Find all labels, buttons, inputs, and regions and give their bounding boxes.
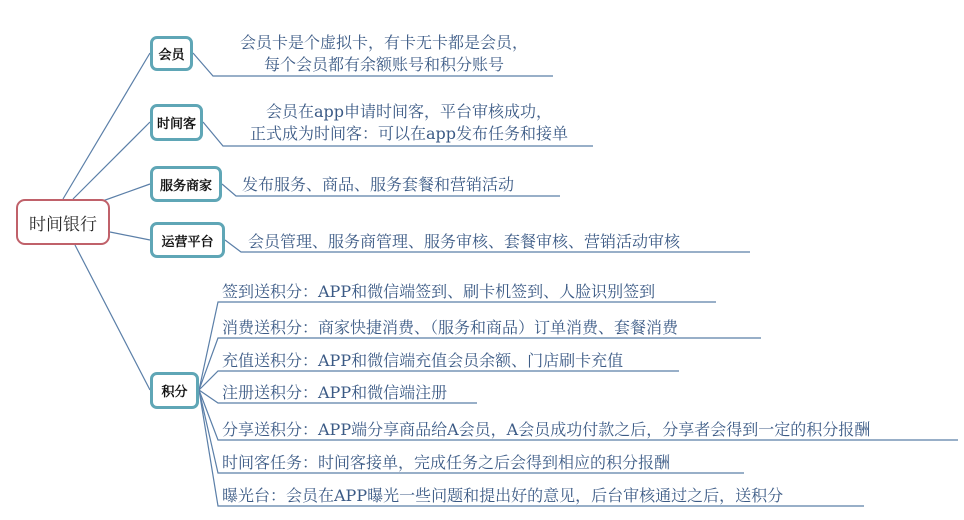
- connector-points-item-1: [199, 302, 716, 390]
- node-member-label: 会员: [158, 48, 185, 63]
- node-time-guest[interactable]: [150, 104, 203, 141]
- points-item-recharge: 充值送积分：APP和微信端充值会员余额、门店刷卡充值: [222, 351, 624, 370]
- node-service-merchant-label: 服务商家: [159, 178, 212, 194]
- node-service-merchant[interactable]: [150, 166, 222, 202]
- time-guest-description-line-2: 正式成为时间客：可以在app发布任务和接单: [249, 124, 569, 143]
- root-label: 时间银行: [29, 214, 97, 235]
- node-points[interactable]: [150, 372, 199, 409]
- points-item-exposure: 曝光台：会员在APP曝光一些问题和提出好的意见，后台审核通过之后，送积分: [222, 486, 784, 505]
- node-operation-platform[interactable]: [150, 222, 225, 258]
- member-description-line-2: 每个会员都有余额账号和积分账号: [263, 55, 504, 74]
- connector-root-platform: [110, 232, 150, 240]
- connector-root-points: [75, 245, 150, 390]
- node-points-label: 积分: [161, 385, 188, 400]
- node-operation-platform-label: 运营平台: [161, 234, 214, 250]
- points-item-time-guest-task: 时间客任务：时间客接单，完成任务之后会得到相应的积分报酬: [222, 453, 671, 472]
- time-guest-description: [222, 101, 596, 145]
- points-item-consumption: 消费送积分：商家快捷消费、（服务和商品）订单消费、套餐消费: [222, 318, 679, 337]
- member-description: [212, 32, 556, 76]
- node-time-guest-label: 时间客: [156, 117, 196, 132]
- points-item-signin: 签到送积分：APP和微信端签到、刷卡机签到、人脸识别签到: [222, 282, 656, 301]
- platform-description: 会员管理、服务商管理、服务审核、套餐审核、营销活动审核: [248, 232, 681, 251]
- root-node[interactable]: [16, 199, 110, 245]
- merchant-description: 发布服务、商品、服务套餐和营销活动: [242, 175, 515, 194]
- node-member[interactable]: [150, 36, 193, 71]
- time-guest-description-line-1: 会员在app申请时间客，平台审核成功，: [265, 102, 553, 121]
- connector-root-member: [63, 53, 150, 199]
- points-item-register: 注册送积分：APP和微信端注册: [222, 383, 448, 402]
- connector-root-timeguest: [73, 122, 150, 199]
- points-item-share: 分享送积分：APP端分享商品给A会员，A会员成功付款之后，分享者会得到一定的积分报酬: [222, 420, 871, 439]
- member-description-line-1: 会员卡是个虚拟卡，有卡无卡都是会员，: [239, 33, 528, 52]
